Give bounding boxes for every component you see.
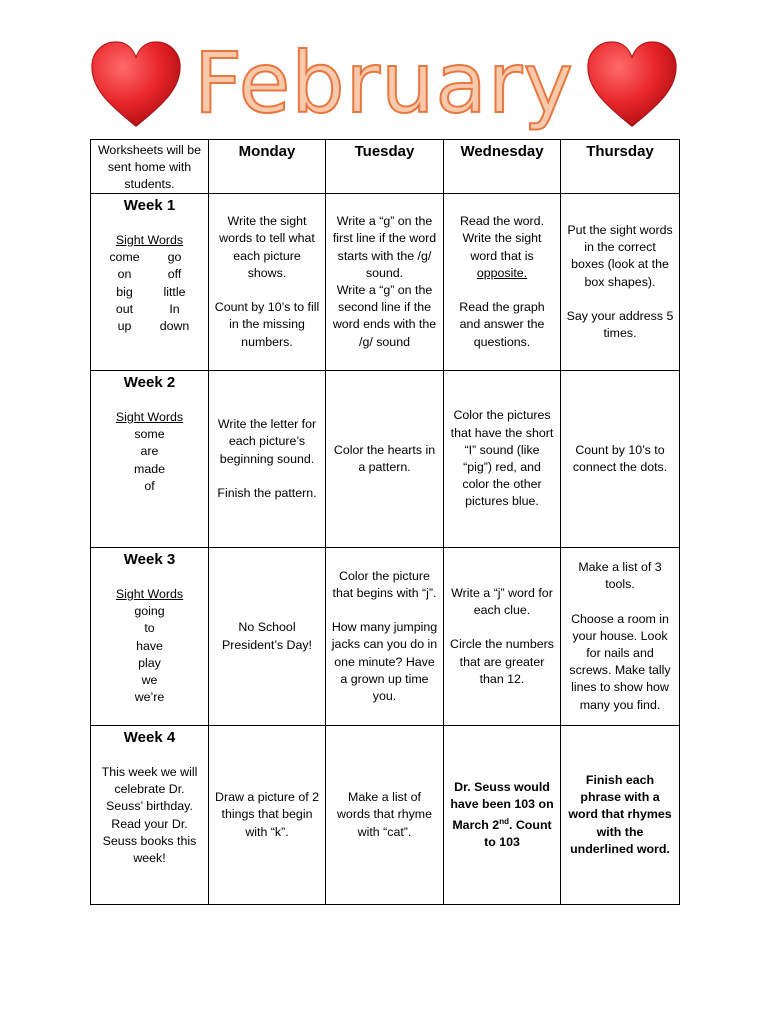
activity-text bbox=[449, 230, 555, 282]
day-header-wednesday: Wednesday bbox=[444, 140, 561, 194]
sight-words-label: Sight Words bbox=[115, 233, 184, 247]
spacer bbox=[214, 468, 320, 485]
activity-text: Color the hearts in a pattern. bbox=[333, 442, 436, 474]
activity-cell-thursday bbox=[561, 371, 680, 548]
activity-text-part: Dr. Seuss would have been 103 on March 2 bbox=[450, 779, 554, 833]
sight-word: go bbox=[167, 250, 182, 265]
activity-text: Make a list of 3 tools. bbox=[578, 560, 662, 592]
activity-text: How many jumping jacks can you do in one minute? Have a grown up time you. bbox=[331, 620, 438, 703]
spacer bbox=[566, 291, 674, 308]
activity-cell-tuesday bbox=[326, 371, 444, 548]
activity-text: Write the letter for each picture’s beginning sound. bbox=[217, 417, 317, 466]
activity-text: Make a list of words that rhyme with “cat”. bbox=[336, 790, 433, 839]
activity-cell-wednesday bbox=[444, 726, 561, 905]
activity-cell-tuesday bbox=[326, 194, 444, 371]
sight-word: down bbox=[159, 319, 190, 334]
week-label: Week 4 bbox=[123, 729, 176, 746]
sight-word: up bbox=[117, 319, 132, 334]
week-cell bbox=[91, 548, 209, 726]
sight-words-list bbox=[100, 249, 200, 335]
sight-word: made bbox=[134, 461, 165, 476]
activity-text-part: Write the sight word that is bbox=[462, 231, 542, 263]
week-note: This week we will celebrate Dr. Seuss’ birthday. Read your Dr. Seuss books this week! bbox=[101, 765, 198, 866]
activity-cell-monday bbox=[209, 548, 326, 726]
activity-cell-tuesday bbox=[326, 726, 444, 905]
activity-text: Color the picture that begins with “j”. bbox=[332, 568, 437, 600]
day-header-thursday: Thursday bbox=[561, 140, 680, 194]
activity-text: Write the sight words to tell what each picture shows. bbox=[219, 214, 315, 280]
activity-text-part: . Count to 103 bbox=[484, 818, 552, 850]
day-header-monday: Monday bbox=[209, 140, 326, 194]
week-row bbox=[91, 194, 680, 371]
activity-text: Choose a room in your house. Look for nails and screws. Make tally lines to show how many you find. bbox=[569, 611, 671, 712]
activity-text: Finish the pattern. bbox=[217, 485, 317, 500]
sight-word: we’re bbox=[134, 690, 165, 705]
activity-text: Read the word. bbox=[459, 214, 545, 229]
sight-word: some bbox=[134, 427, 165, 442]
week-cell bbox=[91, 194, 209, 371]
activity-text: Draw a picture of 2 things that begin with “k”. bbox=[215, 790, 319, 839]
sight-word: big bbox=[116, 284, 133, 299]
sight-word: out bbox=[115, 301, 134, 316]
header-row bbox=[91, 140, 680, 194]
activity-cell-monday bbox=[209, 371, 326, 548]
sight-word: off bbox=[167, 267, 182, 282]
week-label: Week 2 bbox=[123, 374, 176, 391]
activity-text: Count by 10’s to fill in the missing numbers. bbox=[214, 300, 320, 349]
activity-text: Write a “g” on the first line if the word starts with the /g/ sound. bbox=[332, 214, 437, 280]
activity-text: Write a “j” word for each clue. bbox=[451, 585, 553, 618]
activity-text: Put the sight words in the correct boxes (look at the box shapes). bbox=[567, 222, 673, 289]
sight-words-label: Sight Words bbox=[115, 587, 184, 601]
week-cell bbox=[91, 726, 209, 905]
activity-cell-wednesday bbox=[444, 194, 561, 371]
spacer bbox=[449, 619, 555, 636]
activity-text: Say your address 5 times. bbox=[566, 308, 674, 340]
activity-cell-wednesday bbox=[444, 548, 561, 726]
activity-text: Read the graph and answer the questions. bbox=[459, 300, 545, 349]
activity-cell-monday bbox=[209, 726, 326, 905]
sight-word: on bbox=[117, 267, 132, 282]
week-label: Week 1 bbox=[123, 197, 176, 214]
activity-text: President’s Day! bbox=[222, 637, 312, 652]
sight-word: of bbox=[144, 478, 155, 493]
calendar-table bbox=[90, 139, 680, 905]
week-label: Week 3 bbox=[123, 551, 176, 568]
activity-text: No School bbox=[238, 620, 296, 635]
sight-word: In bbox=[169, 301, 180, 316]
activity-cell-tuesday bbox=[326, 548, 444, 726]
week-row bbox=[91, 726, 680, 905]
sight-word: going bbox=[134, 604, 165, 619]
ordinal-suffix: nd bbox=[499, 816, 509, 826]
spacer bbox=[566, 594, 674, 611]
activity-text: Write a “g” on the second line if the word ends with the /g/ sound bbox=[332, 283, 437, 349]
day-header-tuesday: Tuesday bbox=[326, 140, 444, 194]
sight-words-label: Sight Words bbox=[115, 410, 184, 424]
activity-cell-wednesday bbox=[444, 371, 561, 548]
worksheets-note: Worksheets will be sent home with students. bbox=[91, 140, 209, 194]
activity-text: Finish each phrase with a word that rhymes with the underlined word. bbox=[568, 772, 672, 856]
page-title: February bbox=[193, 34, 575, 132]
activity-text: Count by 10’s to connect the dots. bbox=[572, 442, 668, 474]
week-row bbox=[91, 548, 680, 726]
activity-cell-thursday bbox=[561, 548, 680, 726]
activity-text: Circle the numbers that are greater than 12. bbox=[450, 637, 554, 686]
sight-word: we bbox=[141, 673, 158, 688]
sight-word: little bbox=[163, 284, 186, 299]
activity-cell-thursday bbox=[561, 194, 680, 371]
week-row bbox=[91, 371, 680, 548]
activity-text: Color the pictures that have the short “I” sound (like “pig”) red, and color the other pictures blue. bbox=[450, 408, 554, 509]
spacer bbox=[331, 602, 438, 619]
spacer bbox=[214, 282, 320, 299]
activity-cell-monday bbox=[209, 194, 326, 371]
sight-word: are bbox=[140, 444, 159, 459]
spacer bbox=[449, 282, 555, 299]
activity-cell-thursday bbox=[561, 726, 680, 905]
activity-text bbox=[449, 779, 555, 852]
week-cell bbox=[91, 371, 209, 548]
underlined-word: opposite. bbox=[476, 265, 528, 280]
sight-word: come bbox=[109, 250, 140, 265]
sight-word: have bbox=[136, 638, 163, 653]
sight-word: play bbox=[138, 655, 161, 670]
sight-word: to bbox=[144, 621, 155, 636]
